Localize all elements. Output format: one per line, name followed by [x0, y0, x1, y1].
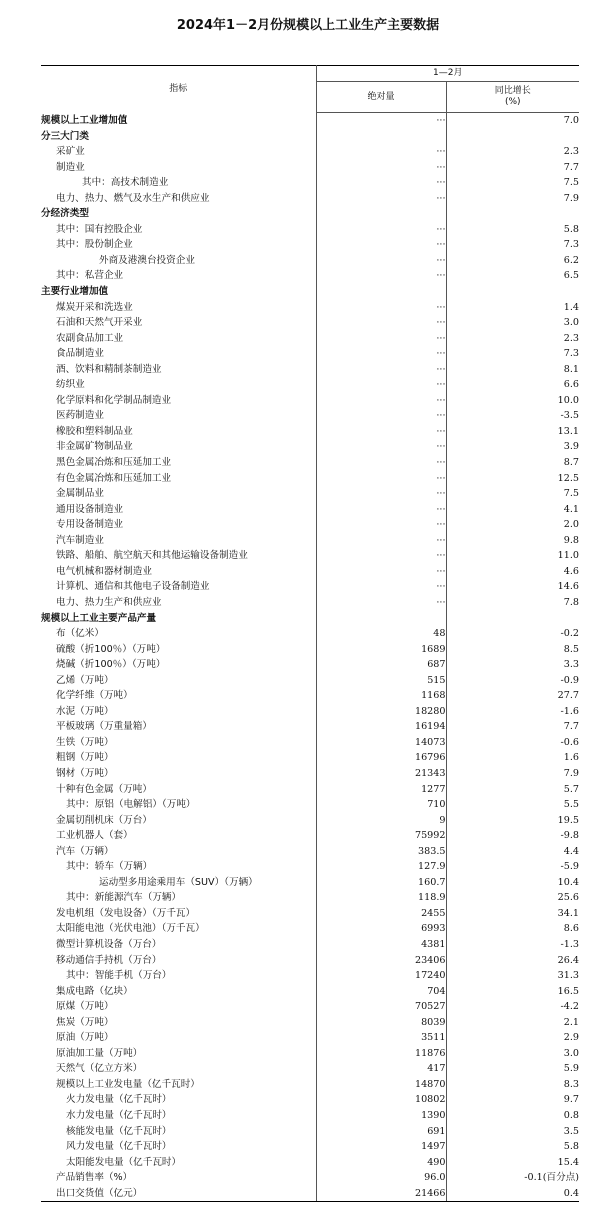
- indicator-cell: 纺织业: [41, 377, 316, 393]
- absolute-value-cell: ···: [316, 222, 446, 238]
- yoy-header-line1: 同比增长: [494, 86, 531, 96]
- absolute-value-cell: ···: [316, 237, 446, 253]
- absolute-value-cell: [316, 129, 446, 145]
- table-row: [41, 1170, 579, 1186]
- table-row: [41, 1108, 579, 1124]
- yoy-growth-cell: 3.3: [563, 659, 580, 671]
- absolute-value-cell: ···: [316, 362, 446, 378]
- yoy-growth-cell: -0.2: [560, 628, 580, 640]
- table-row: [41, 735, 579, 751]
- absolute-value-cell: 6993: [316, 921, 446, 937]
- absolute-value-cell: 8039: [316, 1015, 446, 1031]
- absolute-value-cell: 48: [316, 626, 446, 642]
- table-row: [41, 486, 579, 502]
- yoy-growth-cell: 8.5: [563, 643, 580, 655]
- absolute-value-cell: 4381: [316, 937, 446, 953]
- period-column-header: 1—2月: [316, 66, 579, 82]
- yoy-growth-cell: -1.6: [560, 705, 580, 717]
- yoy-growth-cell: 8.7: [563, 457, 580, 469]
- table-row: [41, 1061, 579, 1077]
- table-row: [41, 346, 579, 362]
- yoy-growth-cell: 12.5: [557, 472, 580, 484]
- indicator-cell: 火力发电量（亿千瓦时）: [41, 1092, 316, 1108]
- indicator-cell: 计算机、通信和其他电子设备制造业: [41, 579, 316, 595]
- yoy-growth-cell: 13.1: [557, 425, 580, 437]
- absolute-value-cell: ···: [316, 393, 446, 409]
- indicator-cell: 规模以上工业增加值: [41, 113, 316, 129]
- yoy-growth-cell: 2.0: [563, 519, 580, 531]
- yoy-growth-cell: 4.1: [563, 503, 580, 515]
- absolute-value-cell: 515: [316, 673, 446, 689]
- indicator-cell: 核能发电量（亿千瓦时）: [41, 1124, 316, 1140]
- yoy-growth-cell: 6.2: [563, 254, 580, 266]
- indicator-cell: 电气机械和器材制造业: [41, 564, 316, 580]
- yoy-growth-cell: 34.1: [557, 907, 580, 919]
- yoy-growth-cell: 4.6: [563, 565, 580, 577]
- indicator-cell: 汽车制造业: [41, 533, 316, 549]
- indicator-cell: 太阳能电池（光伏电池）（万千瓦）: [41, 921, 316, 937]
- table-row: [41, 859, 579, 875]
- absolute-value-cell: 704: [316, 984, 446, 1000]
- indicator-cell: 电力、热力生产和供应业: [41, 595, 316, 611]
- indicator-cell: 外商及港澳台投资企业: [41, 253, 316, 269]
- absolute-value-cell: ···: [316, 315, 446, 331]
- page-title: 2024年1－2月份规模以上工业生产主要数据: [176, 18, 440, 33]
- table-row: [41, 393, 579, 409]
- indicator-cell: 其中：新能源汽车（万辆）: [41, 890, 316, 906]
- indicator-cell: 布（亿米）: [41, 626, 316, 642]
- absolute-value-cell: 16194: [316, 719, 446, 735]
- indicator-cell: 分经济类型: [41, 206, 316, 222]
- table-row: [41, 984, 579, 1000]
- absolute-value-cell: 118.9: [316, 890, 446, 906]
- absolute-value-cell: ···: [316, 595, 446, 611]
- table-row: [41, 377, 579, 393]
- indicator-cell: 其中：智能手机（万台）: [41, 968, 316, 984]
- yoy-growth-cell: 11.0: [557, 550, 580, 562]
- yoy-growth-cell: 19.5: [557, 814, 580, 826]
- indicator-cell: 风力发电量（亿千瓦时）: [41, 1139, 316, 1155]
- absolute-value-cell: [316, 206, 446, 222]
- yoy-growth-cell: -0.6: [560, 736, 580, 748]
- yoy-growth-cell: -4.2: [560, 1001, 580, 1013]
- table-header: [41, 66, 579, 113]
- absolute-value-cell: ···: [316, 533, 446, 549]
- yoy-column-header: [446, 82, 579, 113]
- table-row: [41, 719, 579, 735]
- absolute-value-cell: 96.0: [316, 1170, 446, 1186]
- yoy-growth-cell: 1.4: [563, 301, 580, 313]
- indicator-cell: 采矿业: [41, 144, 316, 160]
- table-row: [41, 1155, 579, 1171]
- table-row: [41, 160, 579, 176]
- indicator-cell: 乙烯（万吨）: [41, 673, 316, 689]
- table-row: [41, 595, 579, 611]
- indicator-cell: 电力、热力、燃气及水生产和供应业: [41, 191, 316, 207]
- absolute-value-cell: 1277: [316, 782, 446, 798]
- table-row: [41, 579, 579, 595]
- yoy-growth-cell: 6.6: [563, 379, 580, 391]
- table-row: [41, 362, 579, 378]
- indicator-cell: 通用设备制造业: [41, 502, 316, 518]
- yoy-growth-cell: 2.9: [563, 1032, 580, 1044]
- indicator-cell: 医药制造业: [41, 408, 316, 424]
- absolute-value-cell: ···: [316, 548, 446, 564]
- indicator-cell: 天然气（亿立方米）: [41, 1061, 316, 1077]
- absolute-value-cell: 14870: [316, 1077, 446, 1093]
- table-row: [41, 1077, 579, 1093]
- indicator-cell: 出口交货值（亿元）: [41, 1186, 316, 1202]
- yoy-growth-cell: 7.5: [563, 177, 580, 189]
- absolute-value-cell: ···: [316, 579, 446, 595]
- table-row: [41, 439, 579, 455]
- yoy-growth-cell: 7.8: [563, 596, 580, 608]
- table-row: [41, 673, 579, 689]
- indicator-cell: 规模以上工业发电量（亿千瓦时）: [41, 1077, 316, 1093]
- indicator-cell: 汽车（万辆）: [41, 844, 316, 860]
- yoy-growth-cell: 2.1: [563, 1016, 580, 1028]
- section-heading-row: [41, 611, 579, 627]
- absolute-value-cell: ···: [316, 377, 446, 393]
- section-heading-row: [41, 113, 579, 129]
- yoy-growth-cell: 3.0: [563, 317, 580, 329]
- table-row: [41, 455, 579, 471]
- indicator-cell: 黑色金属冶炼和压延加工业: [41, 455, 316, 471]
- table-row: [41, 875, 579, 891]
- yoy-growth-cell: 7.7: [563, 161, 580, 173]
- table-row: [41, 953, 579, 969]
- indicator-cell: 微型计算机设备（万台）: [41, 937, 316, 953]
- table-row: [41, 424, 579, 440]
- indicator-cell: 金属切削机床（万台）: [41, 813, 316, 829]
- yoy-growth-cell: 10.0: [557, 394, 580, 406]
- absolute-value-cell: [316, 611, 446, 627]
- absolute-value-cell: ···: [316, 160, 446, 176]
- indicator-cell: 非金属矿物制品业: [41, 439, 316, 455]
- table-row: [41, 1139, 579, 1155]
- table-row: [41, 968, 579, 984]
- table-row: [41, 1092, 579, 1108]
- indicator-cell: 发电机组（发电设备）（万千瓦）: [41, 906, 316, 922]
- absolute-value-cell: 21343: [316, 766, 446, 782]
- table-row: [41, 782, 579, 798]
- yoy-growth-cell: 7.5: [563, 488, 580, 500]
- table-row: [41, 471, 579, 487]
- indicator-cell: 原油（万吨）: [41, 1030, 316, 1046]
- absolute-value-cell: 687: [316, 657, 446, 673]
- indicator-cell: 烧碱（折100％）（万吨）: [41, 657, 316, 673]
- yoy-growth-cell: 27.7: [557, 690, 580, 702]
- absolute-value-cell: ···: [316, 144, 446, 160]
- indicator-cell: 制造业: [41, 160, 316, 176]
- yoy-growth-cell: -5.9: [560, 861, 580, 873]
- yoy-growth-cell: 16.5: [557, 985, 580, 997]
- indicator-cell: 十种有色金属（万吨）: [41, 782, 316, 798]
- yoy-growth-cell: [446, 611, 579, 627]
- yoy-growth-cell: 0.8: [563, 1110, 580, 1121]
- table-row: [41, 642, 579, 658]
- table-row: [41, 626, 579, 642]
- indicator-cell: 太阳能发电量（亿千瓦时）: [41, 1155, 316, 1171]
- yoy-growth-cell: 31.3: [557, 970, 580, 982]
- yoy-growth-cell: -9.8: [560, 830, 580, 842]
- indicator-cell: 专用设备制造业: [41, 517, 316, 533]
- indicator-cell: 食品制造业: [41, 346, 316, 362]
- yoy-growth-cell: 26.4: [557, 954, 580, 966]
- yoy-growth-cell: 15.4: [557, 1156, 580, 1168]
- absolute-value-cell: 383.5: [316, 844, 446, 860]
- yoy-growth-cell: 1.6: [563, 752, 580, 764]
- table-row: [41, 797, 579, 813]
- yoy-growth-cell: 7.3: [563, 239, 580, 251]
- yoy-growth-cell: 7.3: [563, 348, 580, 360]
- yoy-growth-cell: 7.9: [563, 192, 580, 204]
- yoy-growth-cell: 6.5: [563, 270, 580, 282]
- absolute-column-header: 绝对量: [316, 82, 446, 113]
- absolute-value-cell: 160.7: [316, 875, 446, 891]
- indicator-cell: 橡胶和塑料制品业: [41, 424, 316, 440]
- table-row: [41, 533, 579, 549]
- table-row: [41, 175, 579, 191]
- yoy-growth-cell: 5.7: [563, 783, 580, 795]
- yoy-growth-cell: [446, 129, 579, 145]
- absolute-value-cell: ···: [316, 331, 446, 347]
- absolute-value-cell: 16796: [316, 750, 446, 766]
- absolute-value-cell: ···: [316, 439, 446, 455]
- indicator-cell: 集成电路（亿块）: [41, 984, 316, 1000]
- yoy-growth-cell: -0.1(百分点): [524, 1172, 580, 1184]
- yoy-growth-cell: 8.1: [563, 363, 580, 375]
- table-row: [41, 331, 579, 347]
- absolute-value-cell: ···: [316, 424, 446, 440]
- absolute-value-cell: ···: [316, 346, 446, 362]
- absolute-value-cell: 11876: [316, 1046, 446, 1062]
- table-row: [41, 1186, 579, 1202]
- yoy-growth-cell: 2.3: [563, 332, 580, 344]
- absolute-value-cell: ···: [316, 471, 446, 487]
- indicator-cell: 酒、饮料和精制茶制造业: [41, 362, 316, 378]
- table-row: [41, 1046, 579, 1062]
- table-row: [41, 268, 579, 284]
- absolute-value-cell: 417: [316, 1061, 446, 1077]
- absolute-value-cell: ···: [316, 408, 446, 424]
- indicator-cell: 其中：国有控股企业: [41, 222, 316, 238]
- indicator-cell: 农副食品加工业: [41, 331, 316, 347]
- absolute-value-cell: 127.9: [316, 859, 446, 875]
- indicator-cell: 规模以上工业主要产品产量: [41, 611, 316, 627]
- section-heading-row: [41, 206, 579, 222]
- indicator-cell: 原油加工量（万吨）: [41, 1046, 316, 1062]
- indicator-cell: 水力发电量（亿千瓦时）: [41, 1108, 316, 1124]
- table-row: [41, 144, 579, 160]
- indicator-cell: 分三大门类: [41, 129, 316, 145]
- absolute-value-cell: 1497: [316, 1139, 446, 1155]
- yoy-growth-cell: 9.8: [563, 534, 580, 546]
- absolute-value-cell: ···: [316, 113, 446, 129]
- table-row: [41, 750, 579, 766]
- table-row: [41, 1124, 579, 1140]
- table-row: [41, 688, 579, 704]
- table-row: [41, 548, 579, 564]
- yoy-growth-cell: 3.9: [563, 441, 580, 453]
- table-row: [41, 828, 579, 844]
- yoy-header-line2: (%): [504, 97, 521, 107]
- yoy-growth-cell: 8.6: [563, 923, 580, 935]
- table-row: [41, 1030, 579, 1046]
- indicator-cell: 工业机器人（套）: [41, 828, 316, 844]
- indicator-cell: 煤炭开采和洗选业: [41, 300, 316, 316]
- indicator-cell: 化学纤维（万吨）: [41, 688, 316, 704]
- absolute-value-cell: ···: [316, 191, 446, 207]
- indicator-cell: 其中：原铝（电解铝）（万吨）: [41, 797, 316, 813]
- table-row: [41, 906, 579, 922]
- yoy-growth-cell: -0.9: [560, 674, 580, 686]
- indicator-cell: 粗钢（万吨）: [41, 750, 316, 766]
- absolute-value-cell: [316, 284, 446, 300]
- indicator-cell: 焦炭（万吨）: [41, 1015, 316, 1031]
- yoy-growth-cell: 5.8: [563, 223, 580, 235]
- indicator-cell: 其中：股份制企业: [41, 237, 316, 253]
- absolute-value-cell: 691: [316, 1124, 446, 1140]
- table-row: [41, 408, 579, 424]
- absolute-value-cell: ···: [316, 486, 446, 502]
- table-row: [41, 844, 579, 860]
- table-row: [41, 813, 579, 829]
- indicator-cell: 原煤（万吨）: [41, 999, 316, 1015]
- indicator-cell: 平板玻璃（万重量箱）: [41, 719, 316, 735]
- absolute-value-cell: ···: [316, 268, 446, 284]
- absolute-value-cell: 21466: [316, 1186, 446, 1202]
- table-row: [41, 704, 579, 720]
- indicator-cell: 化学原料和化学制品制造业: [41, 393, 316, 409]
- absolute-value-cell: 18280: [316, 704, 446, 720]
- absolute-value-cell: 1390: [316, 1108, 446, 1124]
- yoy-growth-cell: 0.4: [446, 1186, 579, 1202]
- indicator-column-header: 指标: [41, 66, 316, 113]
- indicator-cell: 其中：高技术制造业: [41, 175, 316, 191]
- absolute-value-cell: 10802: [316, 1092, 446, 1108]
- absolute-value-cell: ···: [316, 175, 446, 191]
- yoy-growth-cell: 10.4: [557, 876, 580, 888]
- indicator-cell: 石油和天然气开采业: [41, 315, 316, 331]
- section-heading-row: [41, 129, 579, 145]
- indicator-cell: 运动型多用途乘用车（SUV）（万辆）: [41, 875, 316, 891]
- absolute-value-cell: 14073: [316, 735, 446, 751]
- yoy-growth-cell: 4.4: [563, 845, 580, 857]
- absolute-value-cell: 23406: [316, 953, 446, 969]
- indicator-cell: 有色金属冶炼和压延加工业: [41, 471, 316, 487]
- yoy-growth-cell: 9.7: [563, 1094, 580, 1106]
- indicator-cell: 其中：私营企业: [41, 268, 316, 284]
- indicator-cell: 硫酸（折100％）（万吨）: [41, 642, 316, 658]
- yoy-growth-cell: 14.6: [557, 581, 580, 593]
- indicator-cell: 铁路、船舶、航空航天和其他运输设备制造业: [41, 548, 316, 564]
- table-body: [41, 113, 579, 1202]
- yoy-growth-cell: 3.5: [563, 1125, 580, 1137]
- absolute-value-cell: ···: [316, 564, 446, 580]
- absolute-value-cell: 490: [316, 1155, 446, 1171]
- yoy-growth-cell: 5.8: [563, 1141, 580, 1153]
- table-row: [41, 315, 579, 331]
- indicator-cell: 水泥（万吨）: [41, 704, 316, 720]
- indicator-cell: 金属制品业: [41, 486, 316, 502]
- table-row: [41, 253, 579, 269]
- table-row: [41, 657, 579, 673]
- table-row: [41, 766, 579, 782]
- yoy-growth-cell: 25.6: [557, 892, 580, 904]
- absolute-value-cell: ···: [316, 253, 446, 269]
- yoy-growth-cell: 7.0: [563, 115, 580, 126]
- yoy-growth-cell: 5.5: [563, 799, 580, 811]
- table-row: [41, 517, 579, 533]
- absolute-value-cell: 1689: [316, 642, 446, 658]
- absolute-value-cell: ···: [316, 455, 446, 471]
- table-row: [41, 1015, 579, 1031]
- table-row: [41, 222, 579, 238]
- absolute-value-cell: ···: [316, 502, 446, 518]
- indicator-cell: 其中：轿车（万辆）: [41, 859, 316, 875]
- absolute-value-cell: 710: [316, 797, 446, 813]
- absolute-value-cell: 75992: [316, 828, 446, 844]
- absolute-value-cell: 9: [316, 813, 446, 829]
- absolute-value-cell: 2455: [316, 906, 446, 922]
- indicator-cell: 钢材（万吨）: [41, 766, 316, 782]
- yoy-growth-cell: [446, 206, 579, 222]
- yoy-growth-cell: 3.0: [563, 1047, 580, 1059]
- table-row: [41, 502, 579, 518]
- yoy-growth-cell: 7.7: [563, 721, 580, 733]
- table-row: [41, 890, 579, 906]
- table-row: [41, 999, 579, 1015]
- yoy-growth-cell: -1.3: [560, 938, 580, 950]
- indicator-cell: 产品销售率（%）: [41, 1170, 316, 1186]
- table-row: [41, 191, 579, 207]
- indicator-cell: 生铁（万吨）: [41, 735, 316, 751]
- yoy-growth-cell: 8.3: [563, 1078, 580, 1090]
- table-row: [41, 921, 579, 937]
- table-row: [41, 237, 579, 253]
- table-row: [41, 564, 579, 580]
- absolute-value-cell: ···: [316, 517, 446, 533]
- absolute-value-cell: 1168: [316, 688, 446, 704]
- table-row: [41, 300, 579, 316]
- yoy-growth-cell: [446, 284, 579, 300]
- absolute-value-cell: 17240: [316, 968, 446, 984]
- absolute-value-cell: 70527: [316, 999, 446, 1015]
- indicator-cell: 主要行业增加值: [41, 284, 316, 300]
- table-row: [41, 937, 579, 953]
- yoy-growth-cell: -3.5: [560, 410, 580, 422]
- yoy-growth-cell: 5.9: [563, 1063, 580, 1075]
- yoy-growth-cell: 2.3: [563, 146, 580, 158]
- absolute-value-cell: 3511: [316, 1030, 446, 1046]
- data-table: [41, 65, 579, 1202]
- indicator-cell: 移动通信手持机（万台）: [41, 953, 316, 969]
- absolute-value-cell: ···: [316, 300, 446, 316]
- yoy-growth-cell: 7.9: [563, 767, 580, 779]
- section-heading-row: [41, 284, 579, 300]
